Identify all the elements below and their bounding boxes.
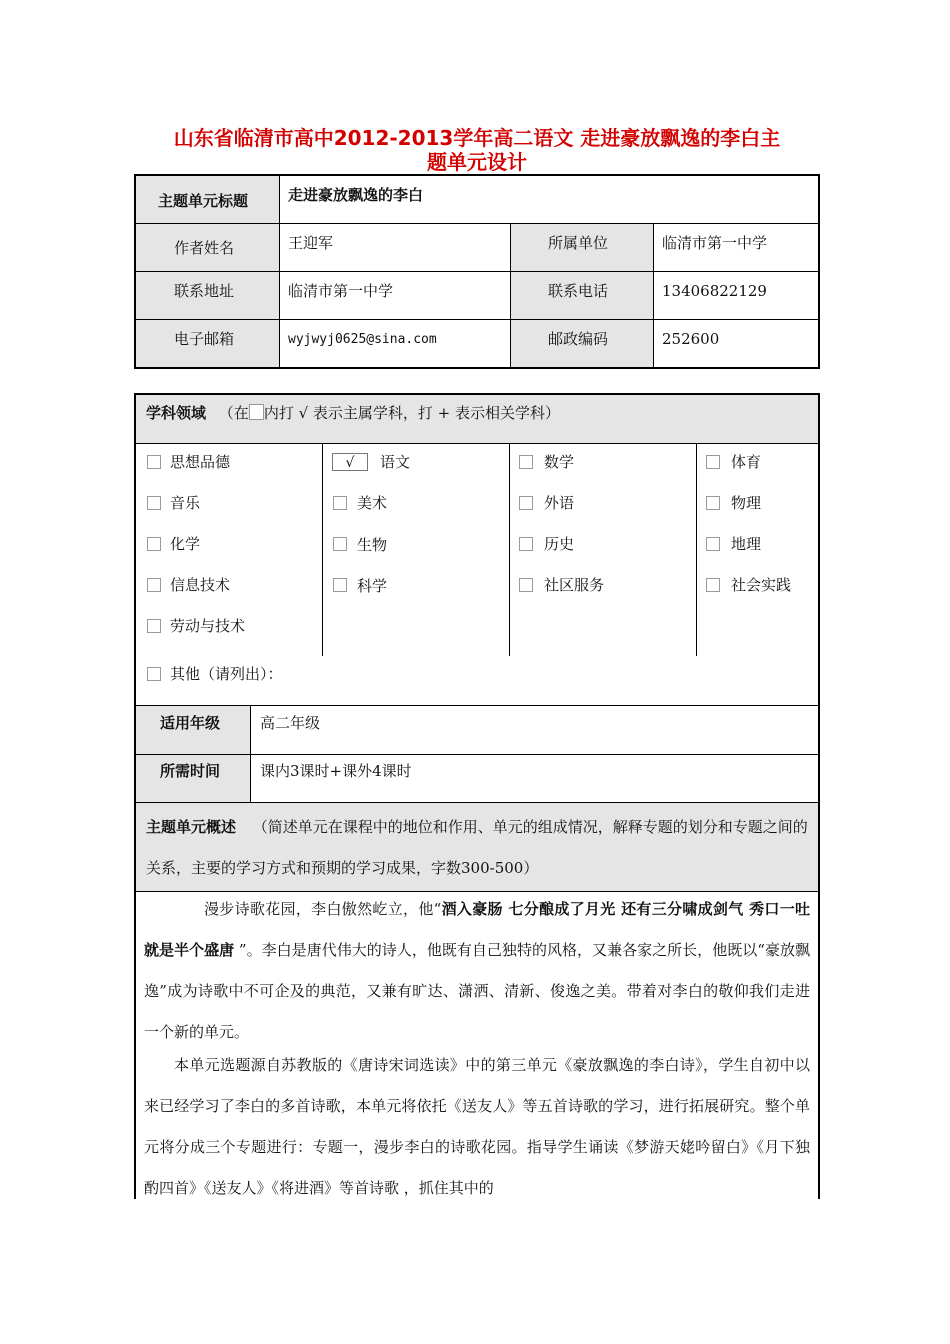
checkbox-wuli[interactable] <box>706 496 720 510</box>
checkbox-sixiang[interactable] <box>147 455 161 469</box>
subject-tiyu: 体育 <box>731 453 762 471</box>
email-label: 电子邮箱 <box>174 330 235 348</box>
overview-paragraph-2: 本单元选题源自苏教版的《唐诗宋词选读》中的第三单元《豪放飘逸的李白诗》，学生自初中以来已经学习了李白的多首诗歌，本单元将依托《送友人》等五首诗歌的学习，进行拓展研究。整个单元将分成三个专题进行：专题一，漫步李白的诗歌花园。指导学生诵读《梦游天姥吟留白》《月下独酌四首》《送友人》《将进酒》等首诗歌 ，抓住其中的 <box>144 1056 810 1197</box>
checkbox-laodong[interactable] <box>147 619 161 633</box>
address-label: 联系地址 <box>174 282 235 300</box>
subject-kexue: 科学 <box>357 577 388 595</box>
unit-label: 所属单位 <box>548 234 609 252</box>
theme-label: 主题单元标题 <box>158 192 249 210</box>
subject-area-label: 学科领域 <box>146 404 207 422</box>
overview-paragraph-1 <box>144 889 810 1053</box>
subject-shuxue: 数学 <box>544 453 575 471</box>
theme-value: 走进豪放飘逸的李白 <box>288 186 424 204</box>
info-table <box>134 174 820 369</box>
subject-xinxi: 信息技术 <box>170 576 231 594</box>
checkbox-other[interactable] <box>147 667 161 681</box>
unit-value: 临清市第一中学 <box>662 234 768 252</box>
document-title <box>134 126 820 174</box>
subject-shequ: 社区服务 <box>544 576 605 594</box>
checkbox-shengwu[interactable] <box>333 537 347 551</box>
zip-value: 252600 <box>662 330 720 348</box>
checkbox-shequ[interactable] <box>519 578 533 592</box>
subject-shehui: 社会实践 <box>731 576 792 594</box>
zip-label: 邮政编码 <box>548 330 609 348</box>
checkbox-huaxue[interactable] <box>147 537 161 551</box>
subject-shengwu: 生物 <box>357 536 388 554</box>
checkbox-yuwen[interactable] <box>332 453 368 471</box>
p1-rest: ”。李白是唐代伟大的诗人，他既有自己独特的风格，又兼各家之所长，他既以“豪放飘逸”成为诗歌中不可企及的典范，又兼有旷达、潇洒、清新、俊逸之美。带着对李白的敬仰我们走进一个新的单元。 <box>144 941 810 1041</box>
checkbox-shehui[interactable] <box>706 578 720 592</box>
email-value: wyjwyj0625@sina.com <box>288 332 437 347</box>
subject-wuli: 物理 <box>731 494 762 512</box>
checkbox-tiyu[interactable] <box>706 455 720 469</box>
author-label: 作者姓名 <box>174 239 235 257</box>
checkbox-dili[interactable] <box>706 537 720 551</box>
subject-meishu: 美术 <box>357 494 388 512</box>
check-mark-icon: √ <box>345 455 355 471</box>
checkbox-meishu[interactable] <box>333 496 347 510</box>
subject-area-header <box>146 403 560 423</box>
time-value: 课内3课时+课外4课时 <box>260 762 412 780</box>
subject-huaxue: 化学 <box>170 535 201 553</box>
subject-yuwen: 语文 <box>380 453 411 471</box>
subject-dili: 地理 <box>731 535 762 553</box>
overview-body <box>144 889 810 1209</box>
p1-lead: 漫步诗歌花园，李白傲然屹立，他“ <box>204 900 442 918</box>
overview-label: 主题单元概述 <box>146 818 237 836</box>
subject-yinyue: 音乐 <box>170 494 201 512</box>
title-line-1: 山东省临清市高中2012-2013学年高二语文 走进豪放飘逸的李白主 <box>173 126 781 150</box>
time-label: 所需时间 <box>160 762 221 780</box>
checkbox-lishi[interactable] <box>519 537 533 551</box>
phone-value: 13406822129 <box>662 282 767 300</box>
checkbox-xinxi[interactable] <box>147 578 161 592</box>
checkbox-waiyu[interactable] <box>519 496 533 510</box>
checkbox-yinyue[interactable] <box>147 496 161 510</box>
subject-laodong: 劳动与技术 <box>170 617 246 635</box>
checkbox-kexue[interactable] <box>333 578 347 592</box>
subject-lishi: 历史 <box>544 535 575 553</box>
subject-area-note-suffix: 内打 √ 表示主属学科，打 + 表示相关学科） <box>263 404 561 422</box>
overview-header <box>146 807 810 889</box>
grade-value: 高二年级 <box>260 714 321 732</box>
author-value: 王迎军 <box>288 234 334 252</box>
other-label: 其他（请列出）： <box>170 665 283 683</box>
checkbox-legend-icon <box>249 404 264 420</box>
phone-label: 联系电话 <box>548 282 609 300</box>
address-value: 临清市第一中学 <box>288 282 394 300</box>
title-line-2: 题单元设计 <box>427 150 527 174</box>
subject-area-note-prefix: （在 <box>218 404 249 422</box>
subject-sixiang: 思想品德 <box>170 453 231 471</box>
overview-note: （简述单元在课程中的地位和作用、单元的组成情况，解释专题的划分和专题之间的关系，主要的学习方式和预期的学习成果，字数300-500） <box>146 818 808 877</box>
subject-waiyu: 外语 <box>544 494 575 512</box>
grade-label: 适用年级 <box>160 714 221 732</box>
checkbox-shuxue[interactable] <box>519 455 533 469</box>
p1-quote: 酒入豪肠 七分酿成了月光 还有三分啸成剑气 秀口一吐 就是半个盛唐 <box>144 900 811 959</box>
